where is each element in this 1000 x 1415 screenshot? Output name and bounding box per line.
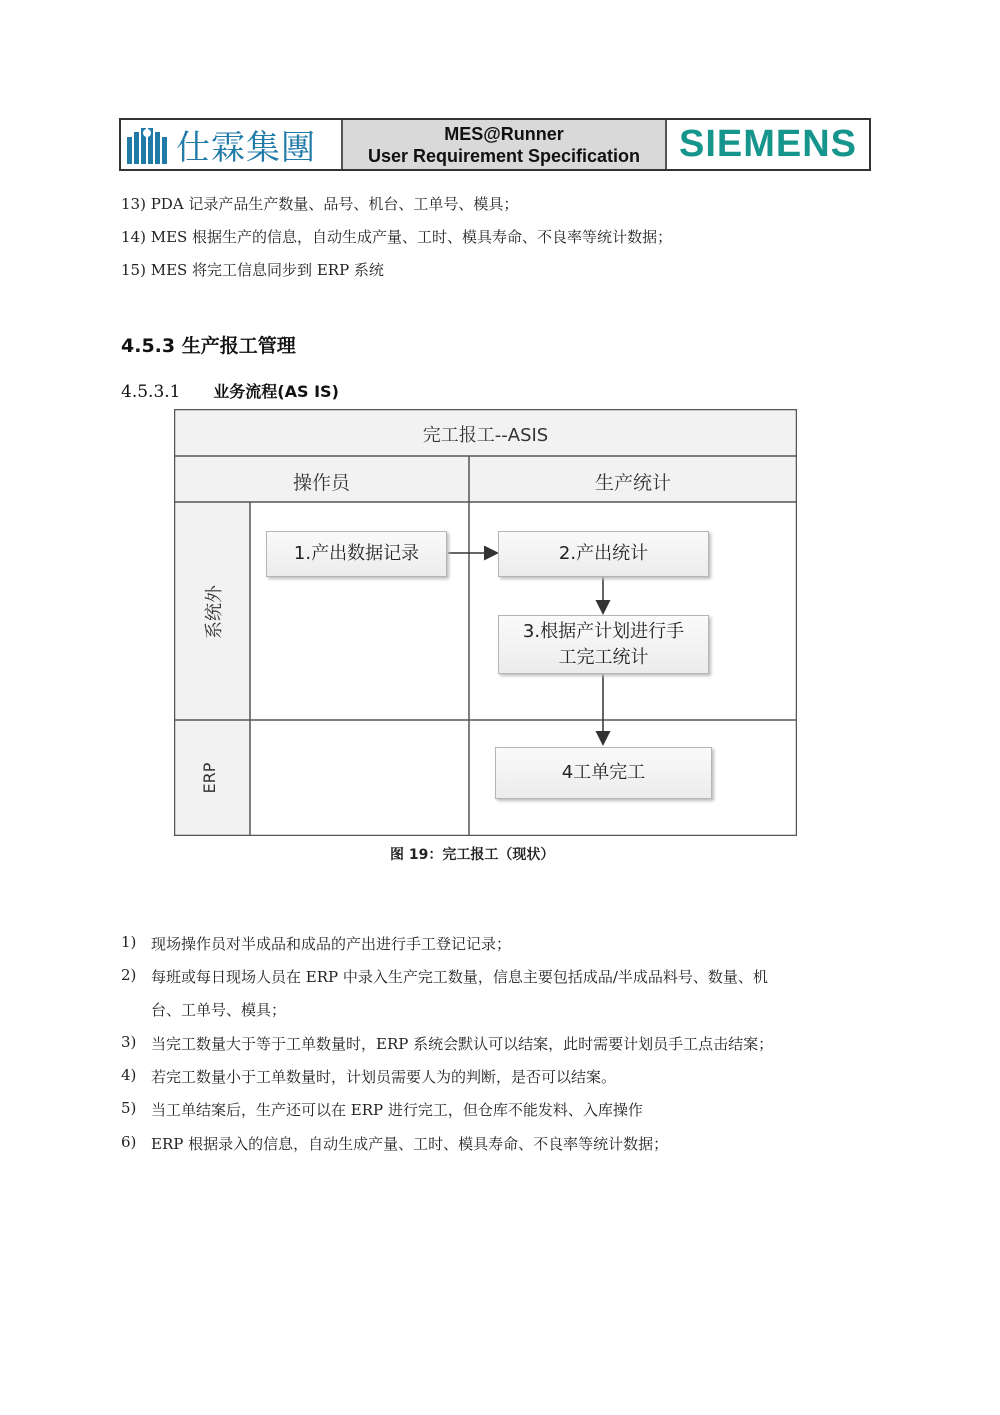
document-header xyxy=(119,118,871,171)
list-item-number: 3) xyxy=(121,1033,137,1051)
list-item: 15) MES 将完工信息同步到 ERP 系统 xyxy=(121,261,384,279)
subsection-number: 4.5.3.1 xyxy=(121,382,181,402)
list-item-number: 4) xyxy=(121,1066,137,1084)
list-item: 13) PDA 记录产品生产数量、品号、机台、工单号、模具； xyxy=(121,195,519,213)
list-item: 当工单结案后，生产还可以在 ERP 进行完工，但仓库不能发料、入库操作 xyxy=(151,1101,643,1119)
process-box-3-line2: 工完工统计 xyxy=(558,646,649,668)
list-item: 现场操作员对半成品和成品的产出进行手工登记记录； xyxy=(151,935,512,953)
header-title-line2: User Requirement Specification xyxy=(367,145,641,166)
process-box-4: 4工单完工 xyxy=(495,747,712,799)
process-box-1: 1.产出数据记录 xyxy=(266,531,447,577)
process-box-3 xyxy=(498,615,709,674)
section-title: 生产报工管理 xyxy=(181,335,296,357)
column-header-statistics: 生产统计 xyxy=(594,472,671,494)
list-item-continuation: 台、工单号、模具； xyxy=(151,1001,287,1019)
process-box-2: 2.产出统计 xyxy=(498,531,709,577)
swimlane-diagram xyxy=(174,409,797,836)
list-item: 当完工数量大于等于工单数量时，ERP 系统会默认可以结案，此时需要计划员手工点击结案； xyxy=(151,1035,774,1053)
process-box-3-line1: 3.根据产计划进行手 xyxy=(522,620,685,642)
lane-label-erp: ERP xyxy=(200,762,219,794)
diagram-title: 完工报工--ASIS xyxy=(422,425,549,446)
logo-mark-icon xyxy=(126,125,168,165)
list-item-number: 6) xyxy=(121,1133,137,1151)
column-header-operator: 操作员 xyxy=(292,472,350,494)
list-item: ERP 根据录入的信息，自动生成产量、工时、模具寿命、不良率等统计数据； xyxy=(151,1135,669,1153)
section-number: 4.5.3 xyxy=(121,335,176,357)
company-logo xyxy=(121,120,343,169)
list-item-number: 2) xyxy=(121,966,137,984)
list-item-number: 5) xyxy=(121,1099,137,1117)
list-item: 14) MES 根据生产的信息，自动生成产量、工时、模具寿命、不良率等统计数据； xyxy=(121,228,673,246)
subsection-heading xyxy=(121,379,339,402)
logo-text: 仕霖集團 xyxy=(176,128,316,168)
list-item: 每班或每日现场人员在 ERP 中录入生产完工数量，信息主要包括成品/半成品料号、数量、机 xyxy=(151,968,768,986)
section-heading xyxy=(121,331,296,358)
header-title-line1: MES@Runner xyxy=(444,123,564,144)
siemens-logo: SIEMENS xyxy=(678,123,858,165)
header-title xyxy=(343,120,667,169)
list-item-number: 1) xyxy=(121,933,137,951)
figure-caption: 图 19：完工报工（现状） xyxy=(390,847,555,863)
list-item: 若完工数量小于工单数量时，计划员需要人为的判断，是否可以结案。 xyxy=(151,1068,617,1086)
subsection-title: 业务流程(AS IS) xyxy=(213,382,339,401)
lane-label-outside: 系统外 xyxy=(204,585,225,639)
